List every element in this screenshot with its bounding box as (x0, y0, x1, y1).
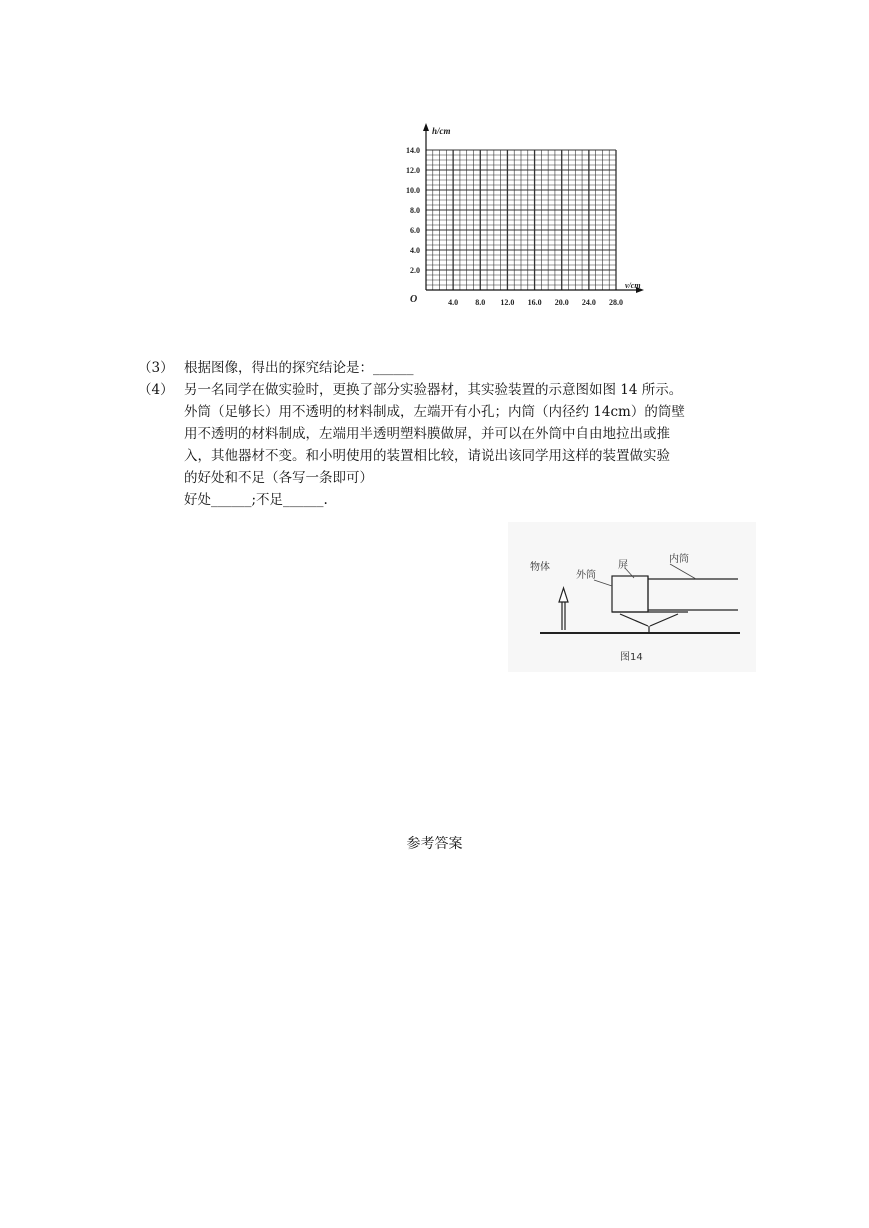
x-tick-label: 24.0 (581, 298, 596, 307)
grid-lines (426, 150, 616, 290)
question-3 (0, 357, 869, 379)
question-number: （4） (138, 382, 174, 398)
figure-14-apparatus (508, 522, 756, 672)
question-4 (0, 379, 869, 519)
y-tick-label: 8.0 (410, 206, 420, 215)
question-line: 另一名同学在做实验时，更换了部分实验器材，其实验装置的示意图如图 14 所示。 (184, 382, 683, 398)
y-tick-label: 12.0 (406, 166, 420, 175)
x-tick-label: 28.0 (609, 298, 623, 307)
question-line: 的好处和不足（各写一条即可） (184, 470, 373, 486)
label-inner-tube: 内筒 (669, 554, 689, 565)
label-screen: 屏 (618, 560, 628, 571)
figure-caption: 图14 (620, 652, 643, 663)
x-axis-label: v/cm (625, 281, 641, 290)
answer-section-title: 参考答案 (406, 836, 463, 852)
question-number: （3） (138, 360, 174, 376)
x-tick-label: 12.0 (500, 298, 515, 307)
h-v-grid-graph (388, 118, 658, 328)
x-tick-label: 16.0 (527, 298, 542, 307)
y-tick-label: 10.0 (406, 186, 420, 195)
y-tick-label: 6.0 (410, 226, 420, 235)
y-tick-label: 14.0 (406, 146, 420, 155)
y-axis-arrow (423, 123, 429, 131)
origin-label: O (410, 294, 418, 305)
question-line: 入，其他器材不变。和小明使用的装置相比较，请说出该同学用这样的装置做实验 (184, 448, 670, 464)
question-line: 好处______;不足______. (184, 492, 328, 508)
x-tick-labels (448, 298, 623, 307)
x-tick-label: 20.0 (554, 298, 569, 307)
question-text: 根据图像，得出的探究结论是：______ (184, 360, 414, 376)
y-tick-label: 2.0 (410, 266, 420, 275)
x-tick-label: 4.0 (448, 298, 459, 307)
y-tick-labels (406, 146, 420, 275)
question-line: 用不透明的材料制成，左端用半透明塑料膜做屏，并可以在外筒中自由地拉出或推 (184, 426, 670, 442)
question-line: 外筒（足够长）用不透明的材料制成，左端开有小孔；内筒（内径约 14cm）的筒壁 (184, 404, 685, 420)
y-axis-label: h/cm (432, 126, 451, 136)
label-object: 物体 (530, 562, 550, 573)
question-text (184, 379, 744, 511)
x-tick-label: 8.0 (475, 298, 486, 307)
y-tick-label: 4.0 (410, 246, 420, 255)
label-outer-tube: 外筒 (576, 570, 596, 581)
